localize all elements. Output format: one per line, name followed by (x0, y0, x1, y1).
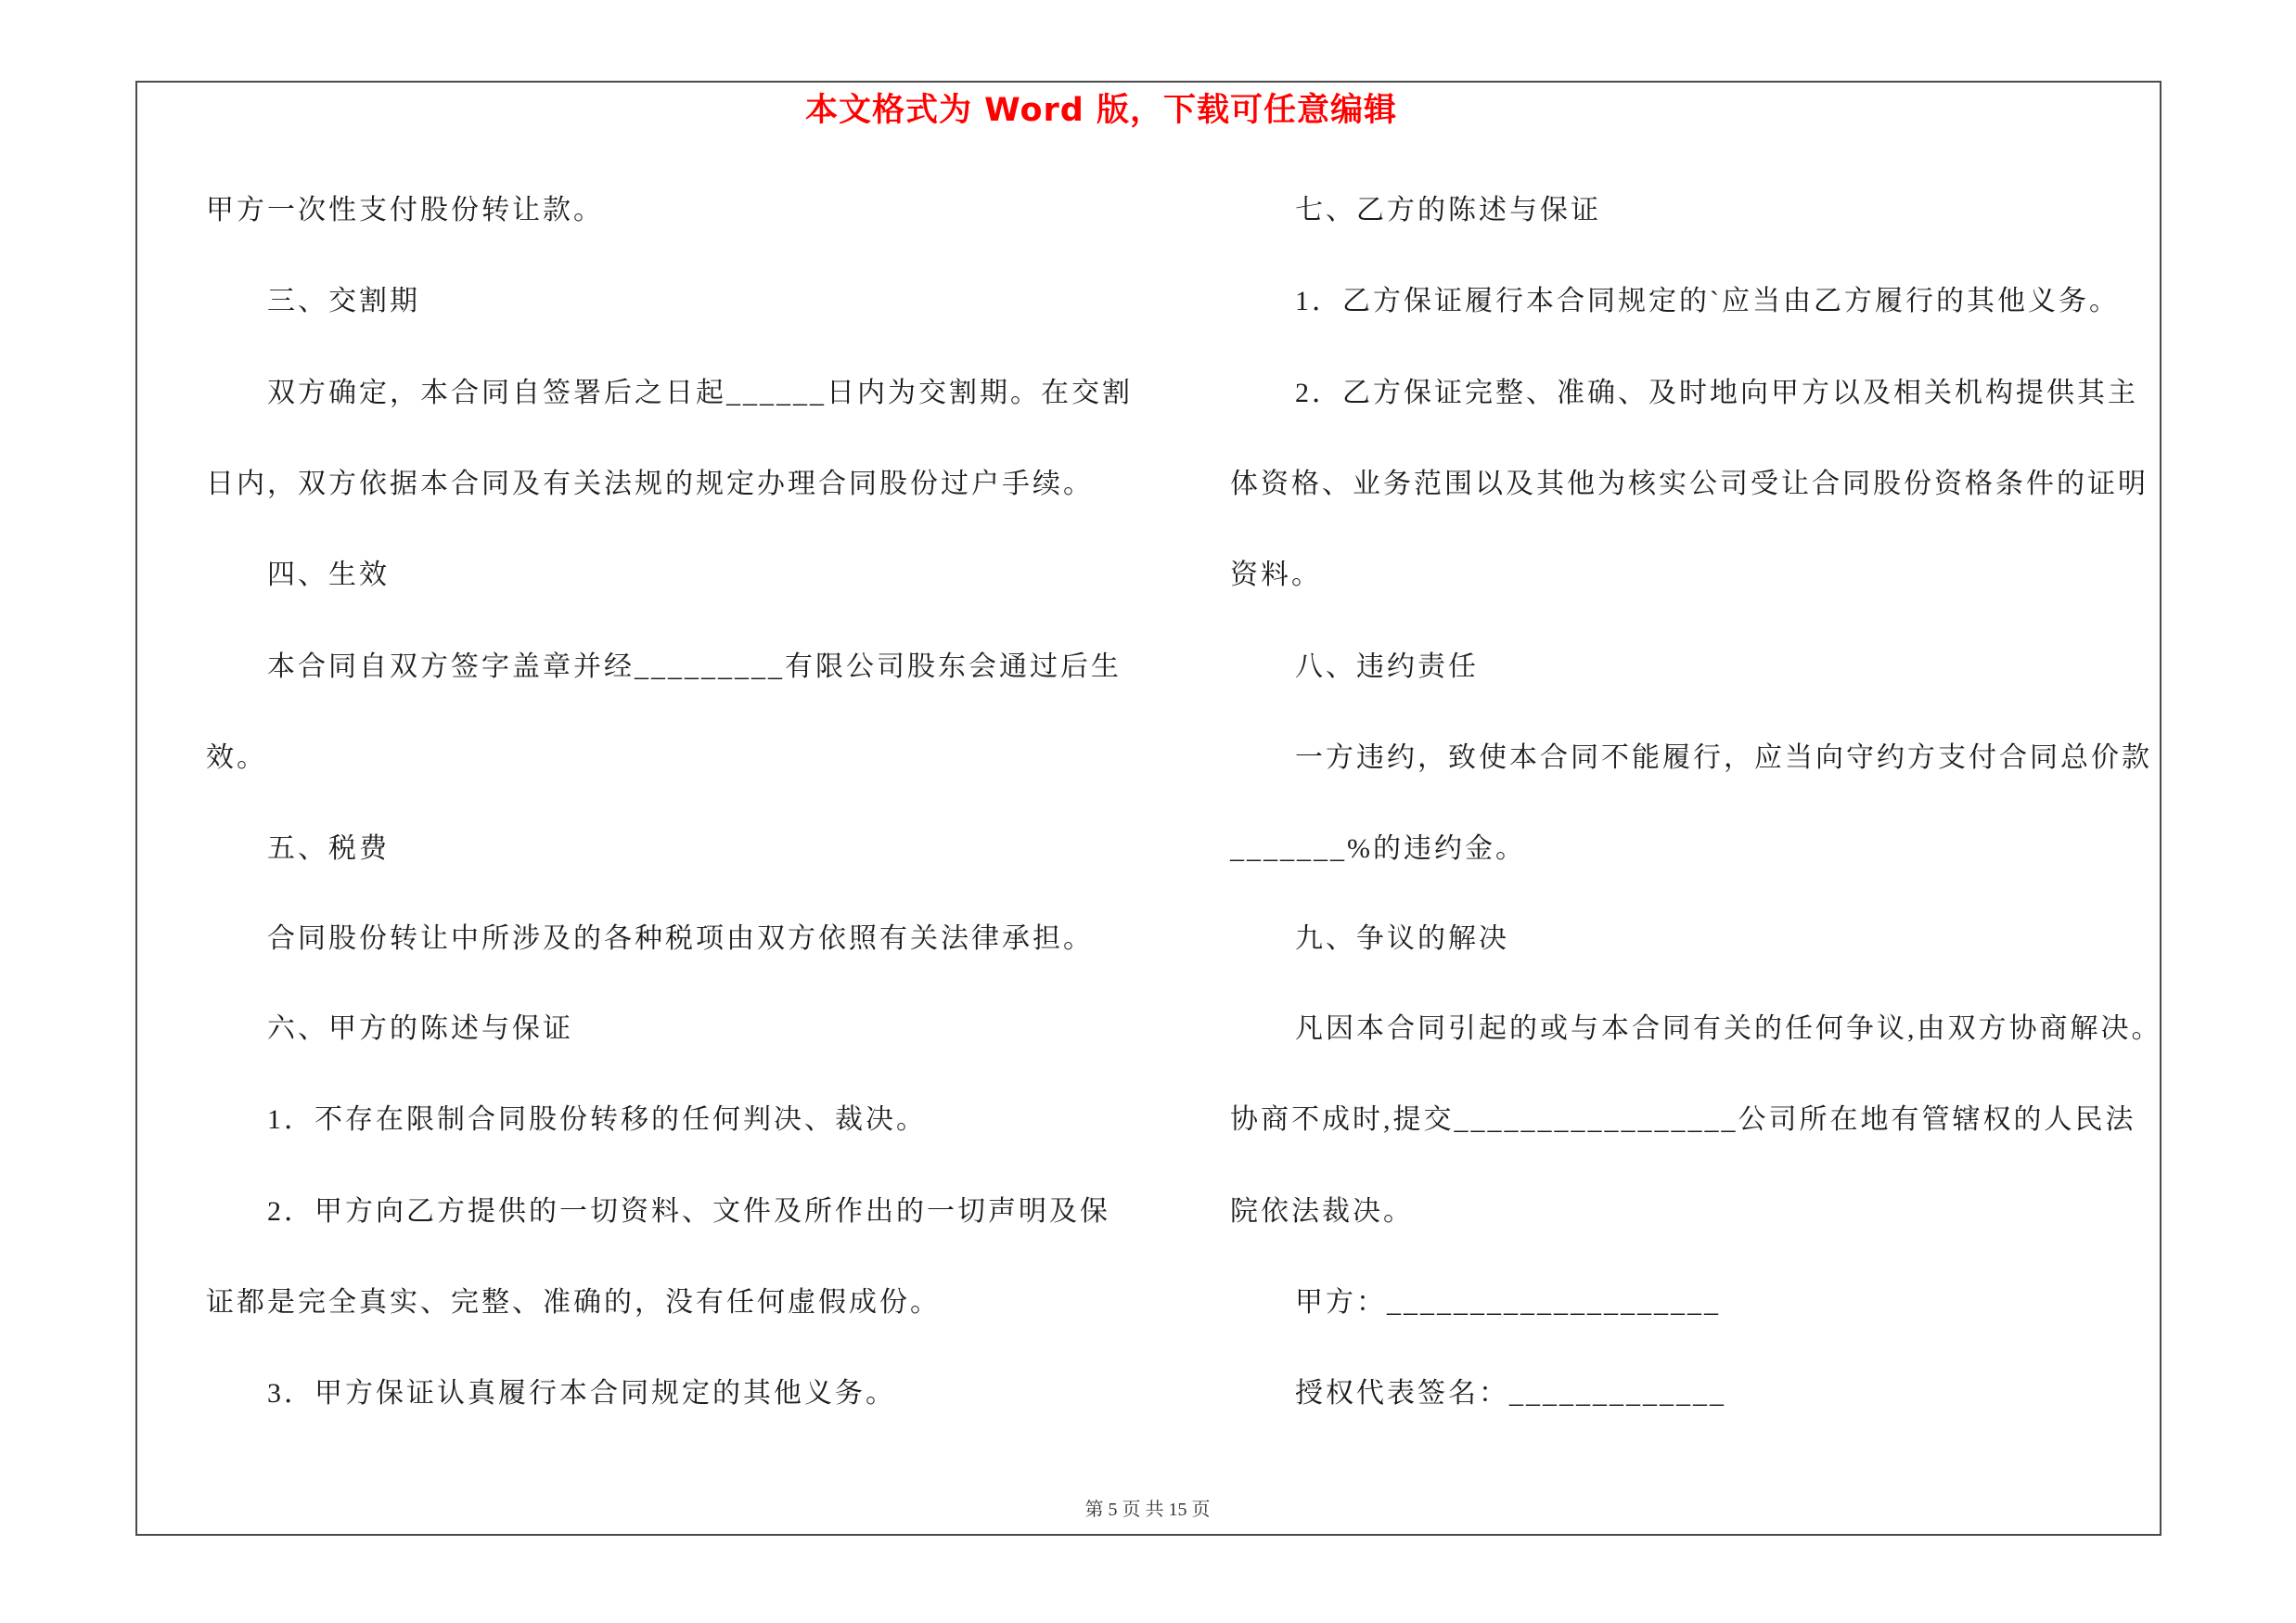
section-heading-party-a: 六、甲方的陈述与保证 (267, 1013, 573, 1044)
section-heading-disputes: 九、争议的解决 (1295, 923, 1509, 954)
clause-line: 体资格、业务范围以及其他为核实公司受让合同股份资格条件的证明 (1230, 469, 2148, 499)
paragraph-line: 双方确定，本合同自签署后之日起______日内为交割期。在交割 (267, 378, 1133, 408)
paragraph-line: 日内，双方依据本合同及有关法规的规定办理合同股份过户手续。 (206, 469, 1094, 499)
clause-line: 1．乙方保证履行本合同规定的`应当由乙方履行的其他义务。 (1295, 286, 2120, 316)
paragraph-line: 合同股份转让中所涉及的各种税项由双方依照有关法律承担。 (267, 923, 1094, 954)
signature-line-party-a: 甲方：____________________ (1295, 1287, 1721, 1318)
section-heading-taxes: 五、税费 (267, 833, 390, 864)
paragraph-line: _______%的违约金。 (1230, 833, 1526, 864)
section-heading-delivery: 三、交割期 (267, 286, 420, 316)
section-heading-breach: 八、违约责任 (1295, 651, 1479, 682)
paragraph-line: 凡因本合同引起的或与本合同有关的任何争议,由双方协商解决。 (1295, 1013, 2162, 1044)
paragraph-line: 院依法裁决。 (1230, 1196, 1414, 1227)
clause-line: 证都是完全真实、完整、准确的，没有任何虚假成份。 (206, 1287, 941, 1318)
clause-line: 2．乙方保证完整、准确、及时地向甲方以及相关机构提供其主 (1295, 378, 2138, 408)
clause-line: 资料。 (1230, 560, 1322, 590)
paragraph-line: 甲方一次性支付股份转让款。 (206, 195, 604, 225)
section-heading-effect: 四、生效 (267, 560, 390, 590)
paragraph-line: 效。 (206, 742, 267, 773)
paragraph-line: 本合同自双方签字盖章并经_________有限公司股东会通过后生 (267, 651, 1122, 682)
clause-line: 3．甲方保证认真履行本合同规定的其他义务。 (267, 1378, 896, 1409)
section-heading-party-b: 七、乙方的陈述与保证 (1295, 195, 1601, 225)
signature-line-representative: 授权代表签名：_____________ (1295, 1378, 1726, 1409)
paragraph-line: 一方违约，致使本合同不能履行，应当向守约方支付合同总价款 (1295, 742, 2152, 773)
document-format-notice: 本文格式为 Word 版，下载可任意编辑 (804, 92, 1398, 129)
clause-line: 2．甲方向乙方提供的一切资料、文件及所作出的一切声明及保 (267, 1196, 1110, 1227)
paragraph-line: 协商不成时,提交_________________公司所在地有管辖权的人民法 (1230, 1104, 2136, 1135)
clause-line: 1．不存在限制合同股份转移的任何判决、裁决。 (267, 1104, 927, 1135)
page-number: 第 5 页 共 15 页 (1084, 1500, 1211, 1520)
